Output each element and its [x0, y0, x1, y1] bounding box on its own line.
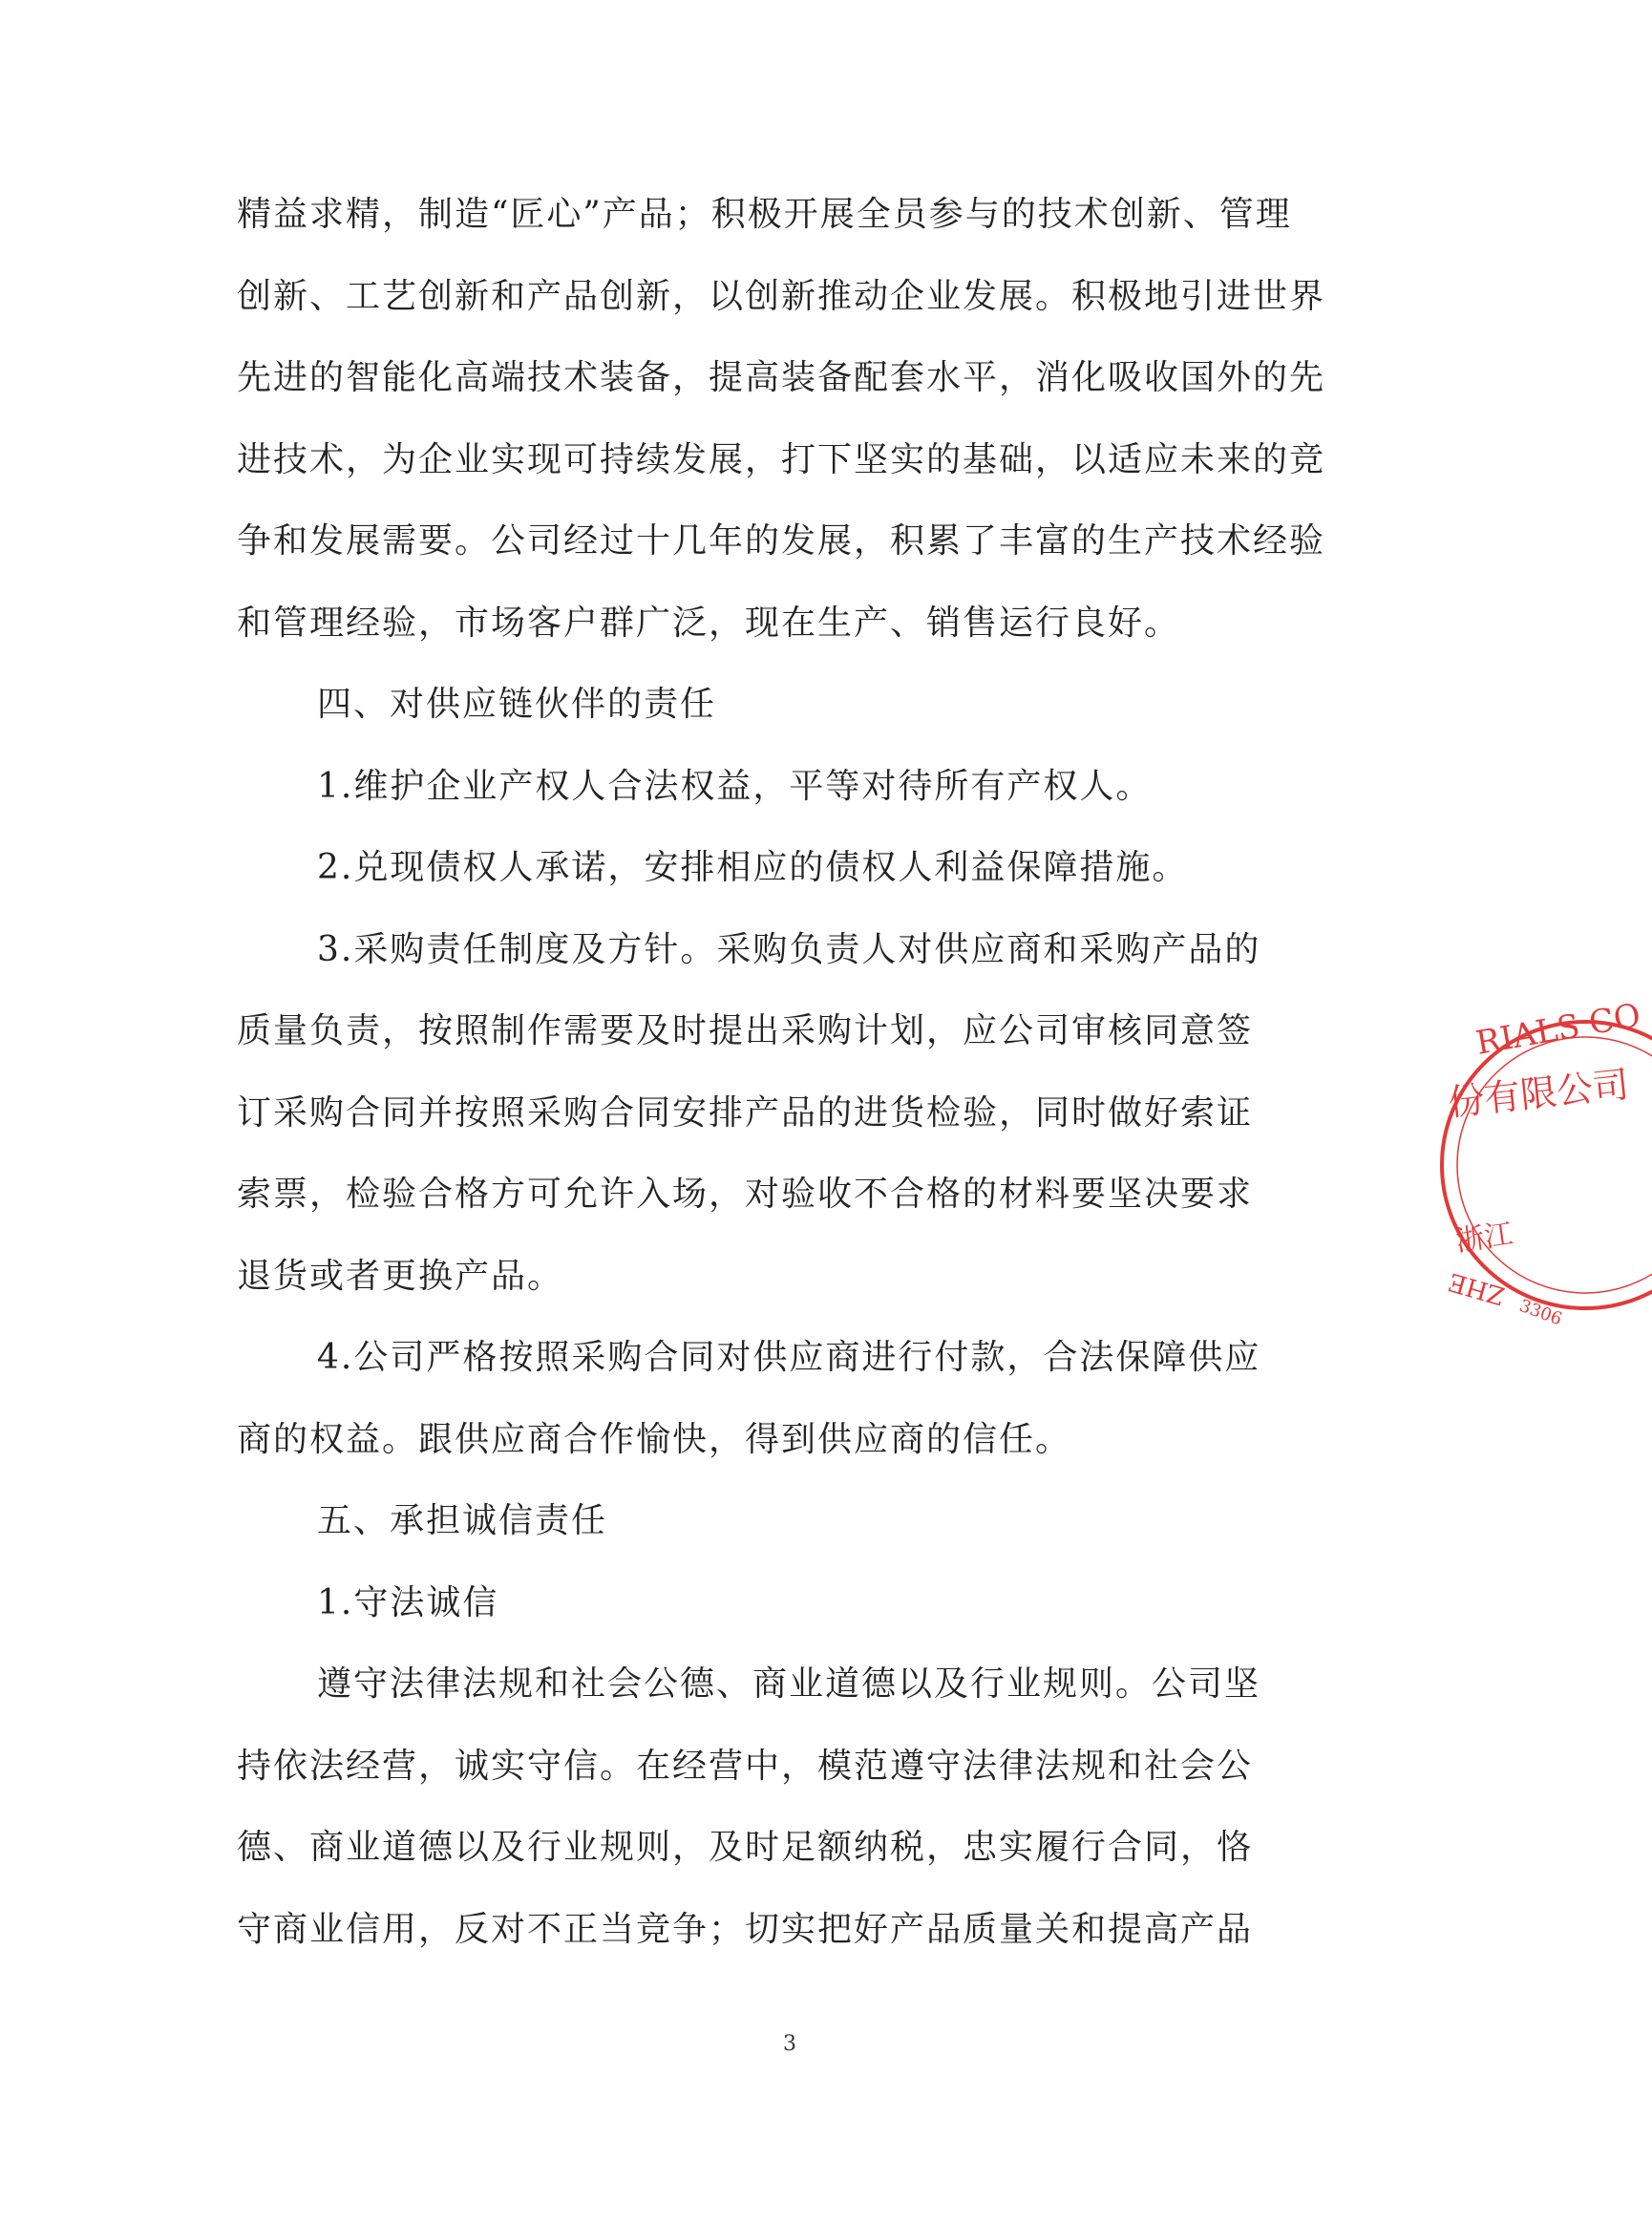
- text-line: 2.兑现债权人承诺，安排相应的债权人利益保障措施。: [317, 848, 1189, 887]
- text-line: 质量负责，按照制作需要及时提出采购计划，应公司审核同意签: [237, 1011, 1254, 1050]
- text-line: 创新、工艺创新和产品创新，以创新推动企业发展。积极地引进世界: [237, 276, 1326, 316]
- text-line: 3.采购责任制度及方针。采购负责人对供应商和采购产品的: [317, 929, 1261, 969]
- text-line: 商的权益。跟供应商合作愉快，得到供应商的信任。: [237, 1419, 1072, 1459]
- text-line: 4.公司严格按照采购合同对供应商进行付款，合法保障供应: [317, 1338, 1261, 1377]
- text-line: 和管理经验，市场客户群广泛，现在生产、销售运行良好。: [237, 603, 1181, 643]
- company-seal: [1423, 993, 1652, 1337]
- text-line: 争和发展需要。公司经过十几年的发展，积累了丰富的生产技术经验: [237, 521, 1326, 561]
- text-line: 进技术，为企业实现可持续发展，打下坚实的基础，以适应未来的竞: [237, 439, 1326, 479]
- text-line: 德、商业道德以及行业规则，及时足额纳税，忠实履行合同，恪: [237, 1828, 1254, 1867]
- text-line: 退货或者更换产品。: [237, 1256, 564, 1296]
- text-line: 订采购合同并按照采购合同安排产品的进货检验，同时做好索证: [237, 1092, 1254, 1133]
- seal-text-en-bottom: ZHE: [1445, 1266, 1509, 1310]
- seal-text-code: 3306: [1516, 1295, 1565, 1330]
- seal-text-en-top: RIALS CO: [1472, 996, 1644, 1063]
- text-line: 索票，检验合格方可允许入场，对验收不合格的材料要坚决要求: [237, 1175, 1254, 1214]
- text-line: 先进的智能化高端技术装备，提高装备配套水平，消化吸收国外的先: [237, 358, 1326, 397]
- text-line: 五、承担诚信责任: [317, 1501, 608, 1540]
- text-line: 遵守法律法规和社会公德、商业道德以及行业规则。公司坚: [317, 1664, 1261, 1704]
- seal-text-cn: 份有限公司: [1446, 1063, 1631, 1124]
- seal-text-cn-bottom: 浙江: [1453, 1217, 1515, 1259]
- text-line: 1.守法诚信: [317, 1582, 499, 1622]
- page-number: 3: [783, 2032, 796, 2056]
- text-line: 四、对供应链伙伴的责任: [317, 685, 717, 724]
- text-line: 精益求精，制造“匠心”产品；积极开展全员参与的技术创新、管理: [237, 195, 1292, 234]
- text-line: 守商业信用，反对不正当竞争；切实把好产品质量关和提高产品: [237, 1909, 1254, 1949]
- text-line: 持依法经营，诚实守信。在经营中，模范遵守法律法规和社会公: [237, 1746, 1254, 1786]
- text-line: 1.维护企业产权人合法权益，平等对待所有产权人。: [317, 766, 1153, 806]
